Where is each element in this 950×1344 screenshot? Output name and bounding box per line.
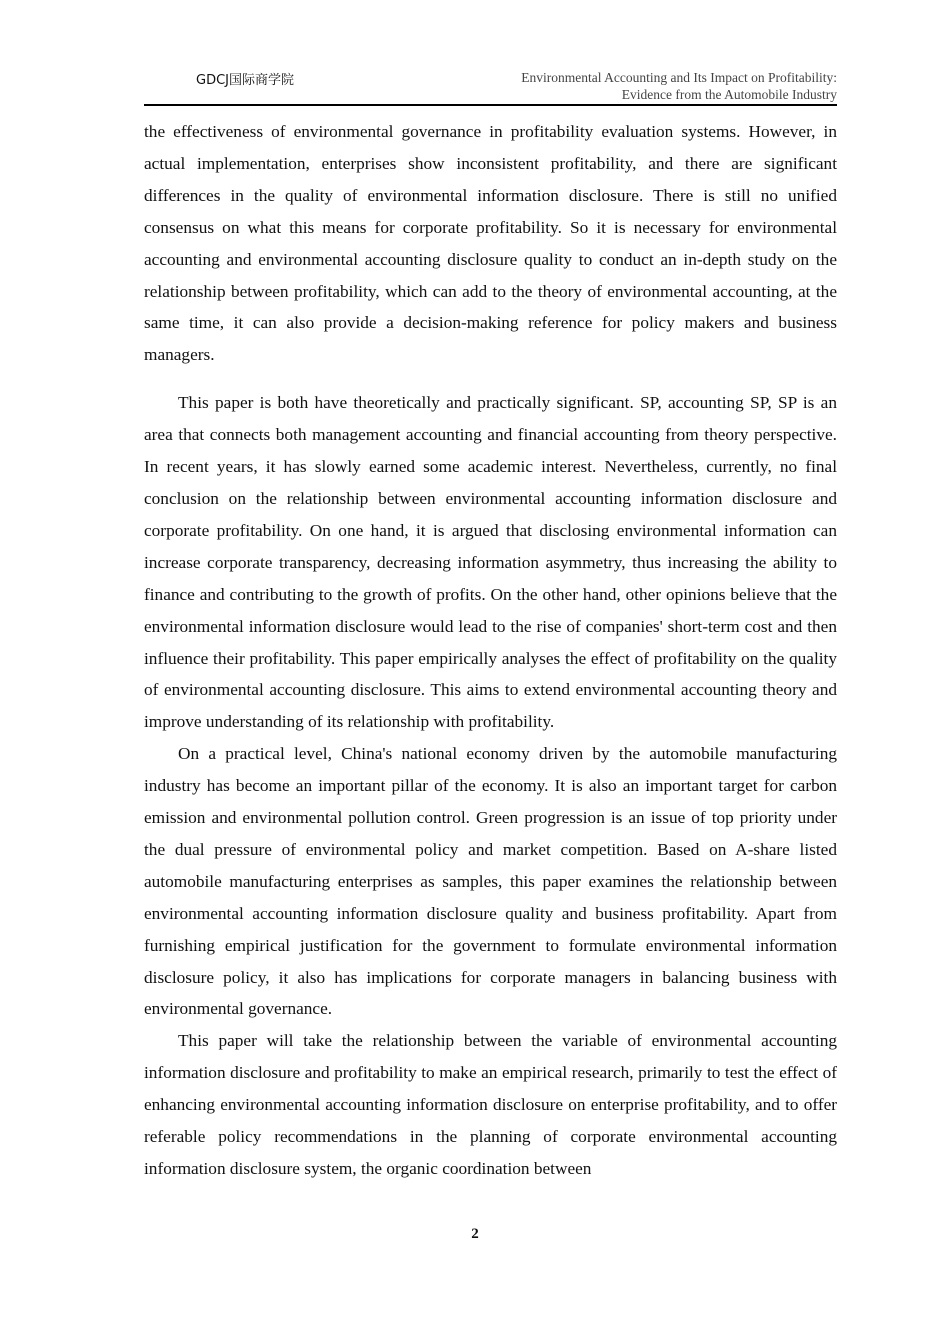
page-header bbox=[144, 66, 837, 106]
paragraph-3: On a practical level, China's national economy driven by the automobile manufacturing industry has become an important pillar of the economy. It is also an important target for carbon emission and environmental pollution control. Green progression is an issue of top priority under the dual pressure of environmental policy and market competition. Based on A-share listed automobile manufacturing enterprises as samples, this paper examines the relationship between environmental accounting information disclosure quality and business profitability. Apart from furnishing empirical justification for the government to formulate environmental information disclosure policy, it also has implications for corporate managers in balancing business with environmental governance. bbox=[144, 744, 837, 1019]
paragraph-gap bbox=[144, 371, 837, 387]
paragraph-2: This paper is both have theoretically and practically significant. SP, accounting SP, SP is an area that connects both management accounting and financial accounting from theory perspective. In recent years, it has slowly earned some academic interest. Nevertheless, currently, no final conclusion on the relationship between environmental accounting information disclosure and corporate profitability. On one hand, it is argued that disclosing environmental information can increase corporate transparency, decreasing information asymmetry, thus increasing the ability to finance and contributing to the growth of profits. On the other hand, other opinions believe that the environmental information disclosure would lead to the rise of companies' short-term cost and then influence their profitability. This paper empirically analyses the effect of profitability on the quality of environmental accounting disclosure. This aims to extend environmental accounting theory and improve understanding of its relationship with profitability. bbox=[144, 393, 837, 732]
header-title bbox=[521, 69, 837, 103]
paragraph-4: This paper will take the relationship between the variable of environmental accounting information disclosure and profitability to make an empirical research, primarily to test the effect of enhancing environmental accounting information disclosure on enterprise profitability, and to offer referable policy recommendations in the planning of corporate environmental accounting information disclosure system, the organic coordination between bbox=[144, 1031, 837, 1178]
header-title-line-1: Environmental Accounting and Its Impact on Profitability: bbox=[521, 70, 837, 85]
header-title-line-2: Evidence from the Automobile Industry bbox=[621, 87, 837, 102]
body-text bbox=[144, 116, 837, 1185]
paragraph-1: the effectiveness of environmental governance in profitability evaluation systems. However, in actual implementation, enterprises show inconsistent profitability, and there are significant differences in the quality of environmental information disclosure. There is still no unified consensus on what this means for corporate profitability. So it is necessary for environmental accounting and environmental accounting disclosure quality to conduct an in-depth study on the relationship between profitability, which can add to the theory of environmental accounting, at the same time, it can also provide a decision-making reference for policy makers and business managers. bbox=[144, 122, 837, 365]
page-number: 2 bbox=[471, 1226, 479, 1242]
header-institution: GDCJ国际商学院 bbox=[196, 73, 294, 88]
